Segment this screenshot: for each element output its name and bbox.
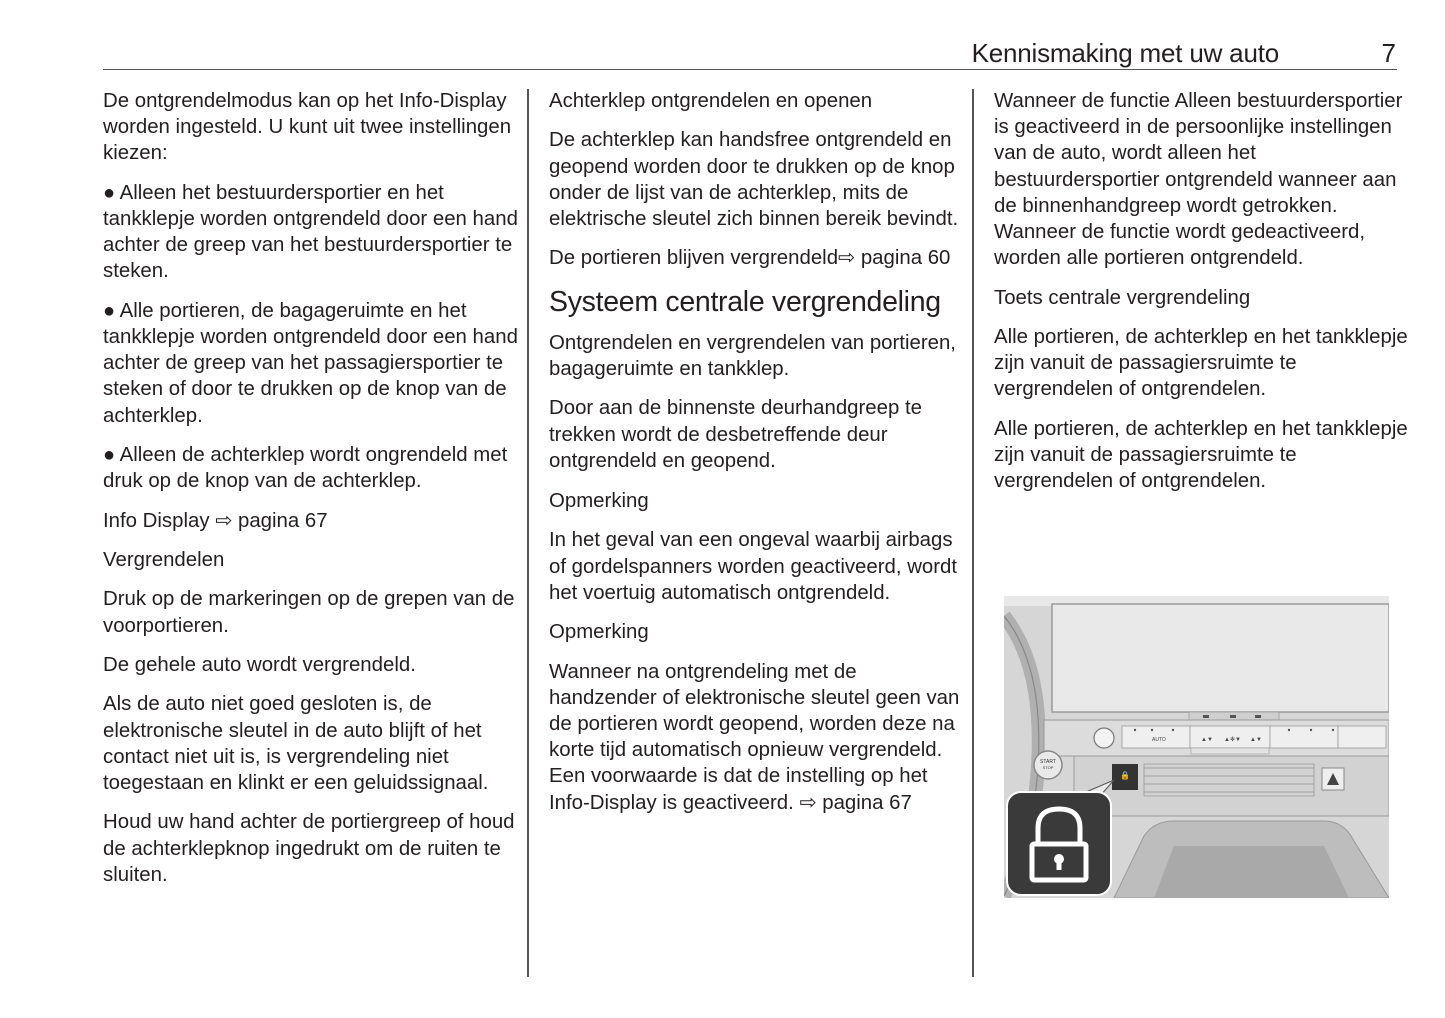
paragraph: Druk op de markeringen op de grepen van de voorportieren. — [103, 588, 515, 637]
arrow-right-icon: ⇨ — [838, 247, 856, 270]
reference-text: De portieren blijven vergrendeld — [549, 247, 839, 270]
note-text — [549, 659, 964, 816]
bullet-text: Alleen de achterklep wordt ongrendeld met druk op de knop van de achterklep. — [103, 444, 508, 493]
svg-text:▲▼: ▲▼ — [1250, 737, 1262, 743]
paragraph: Door aan de binnenste deurhandgreep te trekken wordt de desbetreffende deur ontgrendeld en geopend. — [549, 397, 922, 472]
auto-button-label: AUTO — [1152, 737, 1166, 743]
infotainment-screen — [1052, 604, 1389, 712]
section-title: Systeem centrale vergrendeling — [549, 285, 941, 318]
paragraph: Alle portieren, de achterklep en het tankklepje zijn vanuit de passagiersruimte te vergrendelen of ontgrendelen. — [994, 417, 1408, 493]
column-divider — [527, 89, 529, 977]
chapter-title: Kennismaking met uw auto — [971, 38, 1279, 68]
bullet-item — [103, 180, 518, 285]
dashboard-illustration — [1004, 596, 1389, 898]
subheading-toets: Toets centrale vergrendeling — [994, 286, 1251, 309]
paragraph: De gehele auto wordt vergrendeld. — [103, 653, 416, 676]
page-number: 7 — [1381, 38, 1396, 68]
paragraph: De achterklep kan handsfree ontgrendeld en geopend worden door te drukken op de knop onder de lijst van de achterklep, mits de elektrische sleutel zich binnen bereik bevindt. — [549, 129, 959, 230]
start-label: START — [1040, 759, 1056, 765]
column-divider — [972, 89, 974, 977]
page-link[interactable]: pagina 67 — [237, 509, 328, 532]
arrow-right-icon: ⇨ — [215, 509, 233, 532]
paragraph: Wanneer de functie Alleen bestuurdersportier is geactiveerd in de persoonlijke instellingen van de auto, wordt alleen het bestuurdersportier ontgrendeld wanneer aan de binnenhandgreep wordt getrokken. Wanneer de functie wordt gedeactiveerd, worden alle portieren ontgrendeld. — [994, 90, 1403, 270]
bullet-text: Alle portieren, de bagageruimte en het tankklepje worden ontgrendeld door een hand achter de greep van het passagiersportier te steken of door te drukken op de knop van de achterklep. — [103, 299, 518, 427]
subheading-achterklep: Achterklep ontgrendelen en openen — [549, 90, 873, 112]
bullet-icon: ● — [103, 444, 116, 466]
svg-text:▲✻▼: ▲✻▼ — [1224, 737, 1241, 743]
bullet-icon: ● — [103, 299, 116, 322]
arrow-right-icon: ⇨ — [799, 791, 817, 814]
column-2 — [549, 88, 964, 829]
note-label: Opmerking — [549, 489, 649, 512]
note-label: Opmerking — [549, 621, 649, 644]
column-1 — [103, 88, 518, 901]
reference-text: Info Display — [103, 509, 210, 532]
paragraph: Houd uw hand achter de portiergreep of houd de achterklepknop ingedrukt om de ruiten te sluiten. — [103, 811, 515, 886]
info-display-reference[interactable] — [103, 508, 518, 534]
portieren-reference[interactable] — [549, 245, 964, 271]
bullet-item — [103, 442, 518, 494]
page-link[interactable]: pagina 67 — [822, 791, 912, 814]
bullet-text: Alleen het bestuurdersportier en het tankklepje worden ontgrendeld door een hand achter de greep van het bestuurdersportier te steken. — [103, 181, 518, 283]
paragraph: Alle portieren, de achterklep en het tankklepje zijn vanuit de passagiersruimte te vergrendelen of ontgrendelen. — [994, 326, 1408, 401]
page-link[interactable]: pagina 60 — [860, 247, 951, 270]
bullet-item — [103, 298, 518, 429]
intro-paragraph: De ontgrendelmodus kan op het Info-Display worden ingesteld. U kunt uit twee instellingen kiezen: — [103, 90, 512, 165]
svg-text:▲▼: ▲▼ — [1201, 737, 1213, 743]
note-text: In het geval van een ongeval waarbij airbags of gordelspanners worden geactiveerd, wordt het voertuig automatisch ontgrendeld. — [549, 529, 958, 604]
svg-text:🔒: 🔒 — [1120, 771, 1130, 780]
stop-label: STOP — [1042, 765, 1054, 770]
note-text-body: Wanneer na ontgrendeling met de handzender of elektronische sleutel geen van de portieren wordt geopend, worden deze na korte tijd automatisch opnieuw vergrendeld. Een voorwaarde is dat de instelling op het Info-Display is geactiveerd. — [549, 660, 960, 814]
column-3 — [994, 88, 1414, 508]
page-header — [103, 36, 1397, 70]
paragraph: Als de auto niet goed gesloten is, de elektronische sleutel in de auto blijft of het contact niet uit is, is vergrendeling niet toegestaan en klinkt er een geluidssignaal. — [103, 693, 489, 794]
dashboard-drawing — [1004, 596, 1389, 898]
bullet-icon: ● — [103, 181, 116, 204]
paragraph: Ontgrendelen en vergrendelen van portieren, bagageruimte en tankklep. — [549, 331, 956, 380]
subheading-vergrendelen: Vergrendelen — [103, 548, 225, 571]
